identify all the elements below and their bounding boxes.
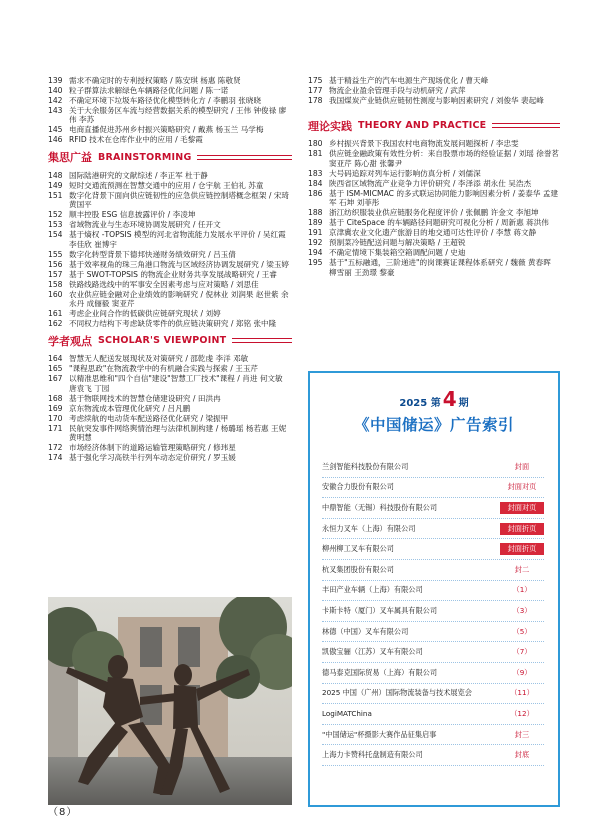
ad-index-row <box>322 684 544 705</box>
toc-entry-title: 京东物流成本管理优化研究 / 吕凡鹏 <box>69 403 191 413</box>
toc-entry-title: 大号码追踪对列车运行影响仿真分析 / 刘儒深 <box>329 168 481 178</box>
ad-company: 丰田产业车辆（上海）有限公司 <box>322 585 423 595</box>
toc-entry <box>48 280 292 289</box>
toc-entry-page: 189 <box>308 218 323 228</box>
toc-entry-page: 195 <box>308 258 323 268</box>
ad-index-issue-num: 4 <box>442 387 457 411</box>
ad-company: 兰剑智能科技股份有限公司 <box>322 461 409 471</box>
toc-entry-title: 市场经济体制下的道路运输管理策略研究 / 修玮星 <box>69 443 236 453</box>
toc-entry-page: 174 <box>48 453 63 463</box>
toc-entry-page: 168 <box>48 393 63 403</box>
toc-entry-title: 国际陆港研究的文献综述 / 李正军 杜于静 <box>69 170 208 180</box>
sculpture-photo <box>48 597 292 805</box>
toc-entry-page: 162 <box>48 319 63 329</box>
toc-entry-title: 粒子群算法求解绿色车辆路径优化问题 / 陈一诺 <box>69 86 229 95</box>
ad-index-issue-pre: 第 <box>430 398 441 409</box>
toc-entry-page: 180 <box>308 139 323 149</box>
toc-entry-title: 不确定环境下垃圾车路径优化模型转化方 / 李鹏羽 张晓晓 <box>69 96 262 105</box>
ad-index-row <box>322 622 544 643</box>
ad-index-row <box>322 498 544 519</box>
toc-entry <box>48 220 292 229</box>
toc-entry-page: 169 <box>48 403 63 413</box>
section-title-zh: 理论实践 <box>308 119 352 133</box>
toc-list-continued <box>48 76 292 145</box>
toc-entry-title: 基于精益生产的汽车电源生产现场优化 / 曹天峰 <box>329 76 489 85</box>
ad-company: 安徽合力股份有限公司 <box>322 482 394 492</box>
toc-entry-page: 158 <box>48 279 63 289</box>
toc-entry-page: 151 <box>48 190 63 200</box>
ad-page: 封面对页 <box>507 482 537 492</box>
ad-index-issue-post: 期 <box>458 398 469 409</box>
ad-index-row <box>322 601 544 622</box>
toc-entry-page: 181 <box>308 149 323 159</box>
toc-entry-page: 191 <box>308 228 323 238</box>
ad-company: 林德（中国）叉车有限公司 <box>322 626 409 636</box>
ad-company: 永恒力叉车（上海）有限公司 <box>322 523 416 533</box>
toc-entry <box>308 238 560 247</box>
ad-index-row <box>322 457 544 478</box>
toc-entry <box>48 453 292 462</box>
ad-page: 封面折页 <box>500 543 544 555</box>
toc-entry-title: 基于强化学习高铁半行列车动态定价研究 / 罗玉媛 <box>69 453 236 463</box>
toc-entry-title: 考虑续航的电动货车配送路径优化研究 / 梁振甲 <box>69 413 229 423</box>
toc-entry <box>48 106 292 125</box>
toc-entry <box>48 414 292 423</box>
toc-entry <box>48 443 292 452</box>
section-title-en: BRAINSTORMING <box>98 151 192 163</box>
toc-entry <box>308 169 560 178</box>
ad-page: 封面 <box>514 461 530 471</box>
toc-entry-title: 需求不确定时的专利授权策略 / 陈安琪 杨惠 陈敬贤 <box>69 76 241 85</box>
toc-entry <box>48 125 292 134</box>
page-number: （8） <box>48 807 78 818</box>
toc-entry-title: 基于熵权 -TOPSIS 模型的河北省物流能力发展水平评价 / 吴红霞 李佳欣 崔博宇 <box>69 230 286 249</box>
toc-entry-page: 143 <box>48 106 63 115</box>
toc-entry <box>48 76 292 85</box>
ad-index-title: 《中国储运》广告索引 <box>353 416 514 434</box>
ad-index-row <box>322 478 544 499</box>
toc-entry-page: 183 <box>308 168 323 178</box>
toc-entry <box>48 135 292 144</box>
section-divider <box>197 155 292 160</box>
toc-entry-page: 194 <box>308 248 323 258</box>
toc-entry-title: 京津冀农业文化遗产旅游目的地交通可达性评价 / 李慧 蒋文静 <box>329 228 537 238</box>
toc-entry-page: 184 <box>308 178 323 188</box>
ad-company: 杭叉集团股份有限公司 <box>322 564 394 574</box>
toc-entry-title: 考虑企业间合作的低碳供应链研究现状 / 刘婷 <box>69 309 221 319</box>
toc-entry-page: 148 <box>48 170 63 180</box>
toc-entry-title: 民航突发事件网络舆情治理与法律机制构建 / 杨璐瑶 杨若惠 王妮 黄明慧 <box>69 423 287 443</box>
toc-entry <box>308 189 560 208</box>
toc-entry-page: 165 <box>48 364 63 374</box>
toc-entry <box>48 260 292 269</box>
ad-page: （3） <box>512 605 532 615</box>
section-title-en: THEORY AND PRACTICE <box>358 120 487 132</box>
toc-entry-title: 基于"五标融通，三阶递进"的岗课赛证课程体系研究 / 魏薇 黄春晖 柳雪丽 王劲璟 黎豪 <box>329 258 551 277</box>
toc-entry-title: 以精准思维和"四个自信"建设"智慧工厂技术"课程 / 肖进 何文敏 唐袁飞 丁园 <box>69 374 283 393</box>
ad-company: "中国储运"杯摄影大赛作品征集启事 <box>322 729 437 739</box>
toc-entry-title: 陕西省区域物流产业竞争力评价研究 / 李泽添 胡永仕 吴浩杰 <box>329 178 532 188</box>
toc-entry-title: 基于效率视角的珠三角港口物流与区域经济协调发展研究 / 梁玉婷 <box>69 259 290 269</box>
ad-company: 凯傲宝骊（江苏）叉车有限公司 <box>322 647 423 657</box>
toc-entry-title: 数字化转型背景下德邦快递财务绩效研究 / 吕玉倩 <box>69 249 236 259</box>
toc-entry <box>48 404 292 413</box>
toc-entry-page: 154 <box>48 230 63 240</box>
toc-entry <box>48 394 292 403</box>
toc-entry-title: 农业供应链金融对企业绩效的影响研究 / 倪林业 刘润果 赵世紫 余永丹 成俪毅 窦亚芹 <box>69 289 289 309</box>
toc-entry-page: 175 <box>308 76 323 85</box>
toc-entry-page: 167 <box>48 374 63 384</box>
toc-entry <box>48 171 292 180</box>
section-divider <box>232 338 292 343</box>
toc-entry-title: 电商直播促进苏州乡村振兴策略研究 / 戴燕 杨玉兰 马学梅 <box>69 125 264 135</box>
ad-index-row <box>322 725 544 746</box>
toc-entry-page: 149 <box>48 180 63 190</box>
toc-entry-title: 供应链金融政策有效性分析：来自股票市场的经验证据 / 刘瑶 徐誉茗 窦亚芹 陈心甜 张馨尹 <box>329 149 560 168</box>
toc-entry-title: 智慧无人配送发展现状及对策研究 / 邵乾虔 李洋 邓敏 <box>69 354 249 364</box>
ad-page: 封底 <box>514 750 530 760</box>
toc-entry <box>308 139 560 148</box>
toc-entry-page: 152 <box>48 210 63 220</box>
ad-page: 封二 <box>514 564 530 574</box>
ad-company: 柳州柳工叉车有限公司 <box>322 544 394 554</box>
section-title-en: SCHOLAR'S VIEWPOINT <box>98 335 227 347</box>
toc-list-scholar <box>48 354 292 462</box>
toc-entry-page: 153 <box>48 220 63 230</box>
ad-index-row <box>322 745 544 766</box>
toc-entry-title: "课程思政"在物流教学中的有机融合实践与探索 / 王玉芹 <box>69 364 259 374</box>
toc-entry <box>48 364 292 373</box>
toc-entry-title: 基于 CiteSpace 的车辆路径问题研究可视化分析 / 周新惠 蒋洪伟 <box>329 218 549 228</box>
toc-entry-title: 基于 SWOT-TOPSIS 的物流企业财务共享发展战略研究 / 王睿 <box>69 269 277 279</box>
toc-entry-title: 不同权力结构下考虑缺货零件的供应链决策研究 / 郑铭 张中隆 <box>69 319 277 329</box>
toc-entry-page: 156 <box>48 259 63 269</box>
toc-entry <box>48 290 292 309</box>
toc-entry-title: 不确定情境下集装箱空箱调配问题 / 史迪 <box>329 248 466 258</box>
toc-entry <box>308 248 560 257</box>
toc-entry <box>48 96 292 105</box>
toc-entry-page: 142 <box>48 96 63 105</box>
left-column <box>48 76 292 463</box>
ad-page: （1） <box>512 585 532 595</box>
toc-entry-page: 140 <box>48 86 63 95</box>
toc-entry <box>308 76 560 85</box>
toc-entry <box>308 149 560 168</box>
toc-entry <box>48 230 292 249</box>
toc-entry <box>308 228 560 237</box>
toc-entry <box>48 86 292 95</box>
ad-index-row <box>322 704 544 725</box>
toc-entry <box>48 250 292 259</box>
toc-entry <box>308 258 560 277</box>
toc-entry <box>48 181 292 190</box>
toc-entry-page: 178 <box>308 96 323 105</box>
toc-entry-title: 数字化背景下面向供应链韧性的应急供应链控制塔概念框架 / 宋琦 黄国平 <box>69 190 290 210</box>
ad-page: （7） <box>512 647 532 657</box>
toc-entry-page: 171 <box>48 423 63 433</box>
right-column <box>308 76 560 278</box>
toc-entry-page: 192 <box>308 238 323 248</box>
toc-entry <box>48 191 292 210</box>
toc-entry <box>48 319 292 328</box>
ad-company: LogiMATChina <box>322 709 372 719</box>
toc-entry-title: 基于物联网技术的智慧仓储建设研究 / 田洪冉 <box>69 393 221 403</box>
ad-page: （12） <box>510 708 534 718</box>
ad-index-row <box>322 663 544 684</box>
toc-entry-page: 164 <box>48 354 63 364</box>
toc-entry <box>308 208 560 217</box>
toc-list-continued-right <box>308 76 560 105</box>
toc-entry-page: 157 <box>48 269 63 279</box>
toc-entry-title: 乡村振兴背景下我国农村电商物流发展问题探析 / 李忠雯 <box>329 139 519 149</box>
toc-list-brainstorming <box>48 171 292 329</box>
ad-index-row <box>322 519 544 540</box>
section-divider <box>492 123 560 128</box>
ad-page: 封面折页 <box>500 523 544 535</box>
ad-index-row <box>322 581 544 602</box>
toc-entry <box>308 96 560 105</box>
toc-entry-title: 预制菜冷链配送问题与解决策略 / 王超锐 <box>329 238 466 248</box>
toc-entry-page: 188 <box>308 208 323 218</box>
toc-entry-page: 172 <box>48 443 63 453</box>
toc-entry-page: 186 <box>308 188 323 198</box>
toc-entry <box>308 218 560 227</box>
ad-page: （11） <box>510 688 534 698</box>
toc-entry-title: 基于 ISM-MICMAC 的多式联运协同能力影响因素分析 / 姜泰华 孟建军 石坤 刘菲彤 <box>329 188 559 208</box>
ad-company: 2025 中国（广州）国际物流装备与技术展览会 <box>322 688 472 698</box>
section-header-theory <box>308 117 560 134</box>
toc-entry <box>308 179 560 188</box>
toc-entry-title: 物流企业盈余管理手段与动机研究 / 武萍 <box>329 86 466 95</box>
toc-entry-title: 我国煤炭产业链供应链韧性测度与影响因素研究 / 刘俊华 裴起峰 <box>329 96 544 105</box>
sculpture-photo-graphic <box>48 597 292 805</box>
toc-entry-page: 155 <box>48 249 63 259</box>
ad-company: 卡斯卡特（厦门）叉车属具有限公司 <box>322 605 438 615</box>
toc-entry <box>48 210 292 219</box>
toc-entry-page: 161 <box>48 309 63 319</box>
ad-index-row <box>322 560 544 581</box>
ad-page: 封面对页 <box>500 502 544 514</box>
toc-entry <box>48 374 292 393</box>
toc-entry <box>308 86 560 95</box>
section-title-zh: 学者观点 <box>48 334 92 348</box>
toc-entry <box>48 309 292 318</box>
section-header-brainstorming <box>48 149 292 166</box>
section-header-scholar <box>48 332 292 349</box>
toc-entry-title: 顺丰控股 ESG 信息披露评价 / 李凌坤 <box>69 210 196 220</box>
toc-entry <box>48 270 292 279</box>
ad-index-row <box>322 642 544 663</box>
toc-entry-page: 145 <box>48 125 63 135</box>
toc-entry-title: 短时交通流预测在智慧交通中的应用 / 仓宇航 王伯礼 苏童 <box>69 180 264 190</box>
toc-entry-title: RFID 技术在仓库作业中的应用 / 毛黎霞 <box>69 135 203 145</box>
toc-entry-page: 146 <box>48 135 63 145</box>
toc-entry-title: 铁路线路选线中的军事安全因素考虑与应对策略 / 刘思佳 <box>69 279 259 289</box>
ad-index-year: 2025 <box>399 398 428 409</box>
ad-page: 封三 <box>514 729 530 739</box>
section-title-zh: 集思广益 <box>48 151 92 165</box>
toc-entry-title: 浙江纺织服装业供应链服务化程度评价 / 张佩鹏 许金文 李旭坤 <box>329 208 539 218</box>
ad-index-list <box>322 457 544 766</box>
toc-entry-page: 160 <box>48 289 63 299</box>
ad-company: 德马泰克国际贸易（上海）有限公司 <box>322 667 438 677</box>
ad-page: （9） <box>512 667 532 677</box>
ad-index-issue <box>310 387 558 411</box>
toc-entry-title: 省域物流业与生态环境协调发展研究 / 任开文 <box>69 220 221 230</box>
ad-index-box <box>308 371 560 807</box>
toc-entry-title: 关于大余服务区车流与经营数据关系的模型研究 / 王伟 钟俊禄 廖伟 李苏 <box>69 106 287 125</box>
ad-index-row <box>322 539 544 560</box>
toc-entry <box>48 424 292 443</box>
ad-company: 中鼎智能（无锡）科技股份有限公司 <box>322 502 438 512</box>
toc-entry-page: 170 <box>48 413 63 423</box>
toc-list-theory <box>308 139 560 277</box>
toc-entry-page: 177 <box>308 86 323 95</box>
ad-page: （5） <box>512 626 532 636</box>
ad-company: 上海力卡赞科托盘制造有限公司 <box>322 750 423 760</box>
toc-entry <box>48 354 292 363</box>
toc-entry-page: 139 <box>48 76 63 85</box>
